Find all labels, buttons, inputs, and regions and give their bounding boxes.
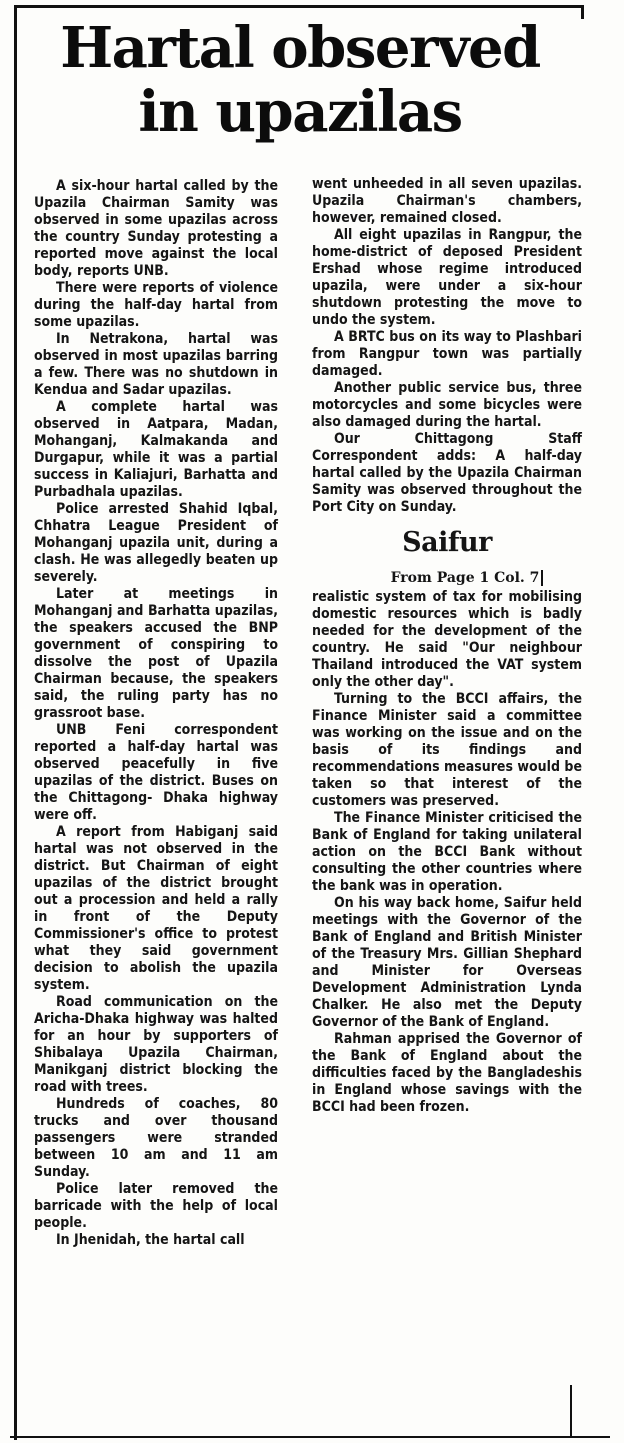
paragraph: A BRTC bus on its way to Plashbari from Rangpur town was partially damaged. bbox=[312, 329, 582, 379]
subhead-saifur: Saifur bbox=[402, 527, 492, 558]
article-column-2 bbox=[312, 176, 582, 1116]
paragraph: Police later removed the barricade with the help of local people. bbox=[34, 1181, 278, 1231]
left-border-rule bbox=[14, 5, 17, 1440]
article-column-1 bbox=[34, 178, 278, 1249]
paragraph: In Netrakona, hartal was observed in most upazilas barring a few. There was no shutdown in Kendua and Sadar upazilas. bbox=[34, 331, 278, 398]
paragraph: There were reports of violence during the half-day hartal from some upazilas. bbox=[34, 280, 278, 330]
paragraph: The Finance Minister criticised the Bank of England for taking unilateral action on the BCCI Bank without consulting the other countries where the bank was in operation. bbox=[312, 810, 582, 894]
paragraph: Police arrested Shahid Iqbal, Chhatra League President of Mohanganj upazila unit, during a clash. He was allegedly beaten up severely. bbox=[34, 501, 278, 585]
paragraph: A six-hour hartal called by the Upazila Chairman Samity was observed in some upazilas across the country Sunday protesting a reported move against the local body, reports UNB. bbox=[34, 178, 278, 279]
paragraph: All eight upazilas in Rangpur, the home-district of deposed President Ershad whose regime introduced upazila, were under a six-hour shutdown protesting the move to undo the system. bbox=[312, 227, 582, 328]
paragraph: A report from Habiganj said hartal was not observed in the district. But Chairman of eight upazilas of the district brought out a procession and held a rally in front of the Deputy Commissioner's office to protest what they said government decision to abolish the upazila system. bbox=[34, 824, 278, 993]
paragraph: Later at meetings in Mohanganj and Barhatta upazilas, the speakers accused the BNP government of conspiring to dissolve the post of Upazila Chairman because, the speakers said, the ruling party has no grassroot base. bbox=[34, 586, 278, 721]
headline-line-1: Hartal observed bbox=[60, 15, 540, 81]
jump-line bbox=[352, 570, 582, 587]
paragraph: Another public service bus, three motorcycles and some bicycles were also damaged during the hartal. bbox=[312, 380, 582, 430]
paragraph: UNB Feni correspondent reported a half-day hartal was observed peacefully in five upazilas of the district. Buses on the Chittagong- Dhaka highway were off. bbox=[34, 722, 278, 823]
bottom-border-rule bbox=[10, 1436, 610, 1438]
paragraph: Our Chittagong Staff Correspondent adds: A half-day hartal called by the Upazila Chairman Samity was observed throughout the Port City on Sunday. bbox=[312, 431, 582, 515]
right-border-rule-bottom bbox=[570, 1385, 572, 1437]
paragraph: In Jhenidah, the hartal call bbox=[56, 1232, 245, 1248]
right-border-tick bbox=[581, 5, 584, 19]
paragraph-continued: went unheeded in all seven upazilas. Upazila Chairman's chambers, however, remained closed. bbox=[312, 176, 582, 226]
paragraph: Road communication on the Aricha-Dhaka highway was halted for an hour by supporters of Shibalaya Upazila Chairman, Manikganj district blocking the road with trees. bbox=[34, 994, 278, 1095]
paragraph: Turning to the BCCI affairs, the Finance Minister said a committee was working on the issue and on the basis of its findings and recommendations measures would be taken so that interest of the customers was preserved. bbox=[312, 691, 582, 809]
paragraph-continued: realistic system of tax for mobilising domestic resources which is badly needed for the development of the country. He said "Our neighbour Thailand introduced the VAT system only the other day". bbox=[312, 589, 582, 690]
headline-line-2: in upazilas bbox=[138, 79, 462, 145]
jump-marker bbox=[541, 570, 543, 586]
jump-line-text: From Page 1 Col. 7 bbox=[390, 570, 540, 586]
top-border-rule bbox=[14, 5, 584, 8]
paragraph: Rahman apprised the Governor of the Bank of England about the difficulties faced by the Bangladeshis in England whose savings with the BCCI had been frozen. bbox=[312, 1031, 582, 1115]
headline bbox=[20, 16, 580, 144]
paragraph: On his way back home, Saifur held meetings with the Governor of the Bank of England and British Minister of the Treasury Mrs. Gillian Shephard and Minister for Overseas Development Administration Lynda Chalker. He also met the Deputy Governor of the Bank of England. bbox=[312, 895, 582, 1030]
paragraph: Hundreds of coaches, 80 trucks and over thousand passengers were stranded between 10 am and 11 am Sunday. bbox=[34, 1096, 278, 1180]
paragraph: A complete hartal was observed in Aatpara, Madan, Mohanganj, Kalmakanda and Durgapur, while it was a partial success in Kaliajuri, Barhatta and Purbadhala upazilas. bbox=[34, 399, 278, 500]
